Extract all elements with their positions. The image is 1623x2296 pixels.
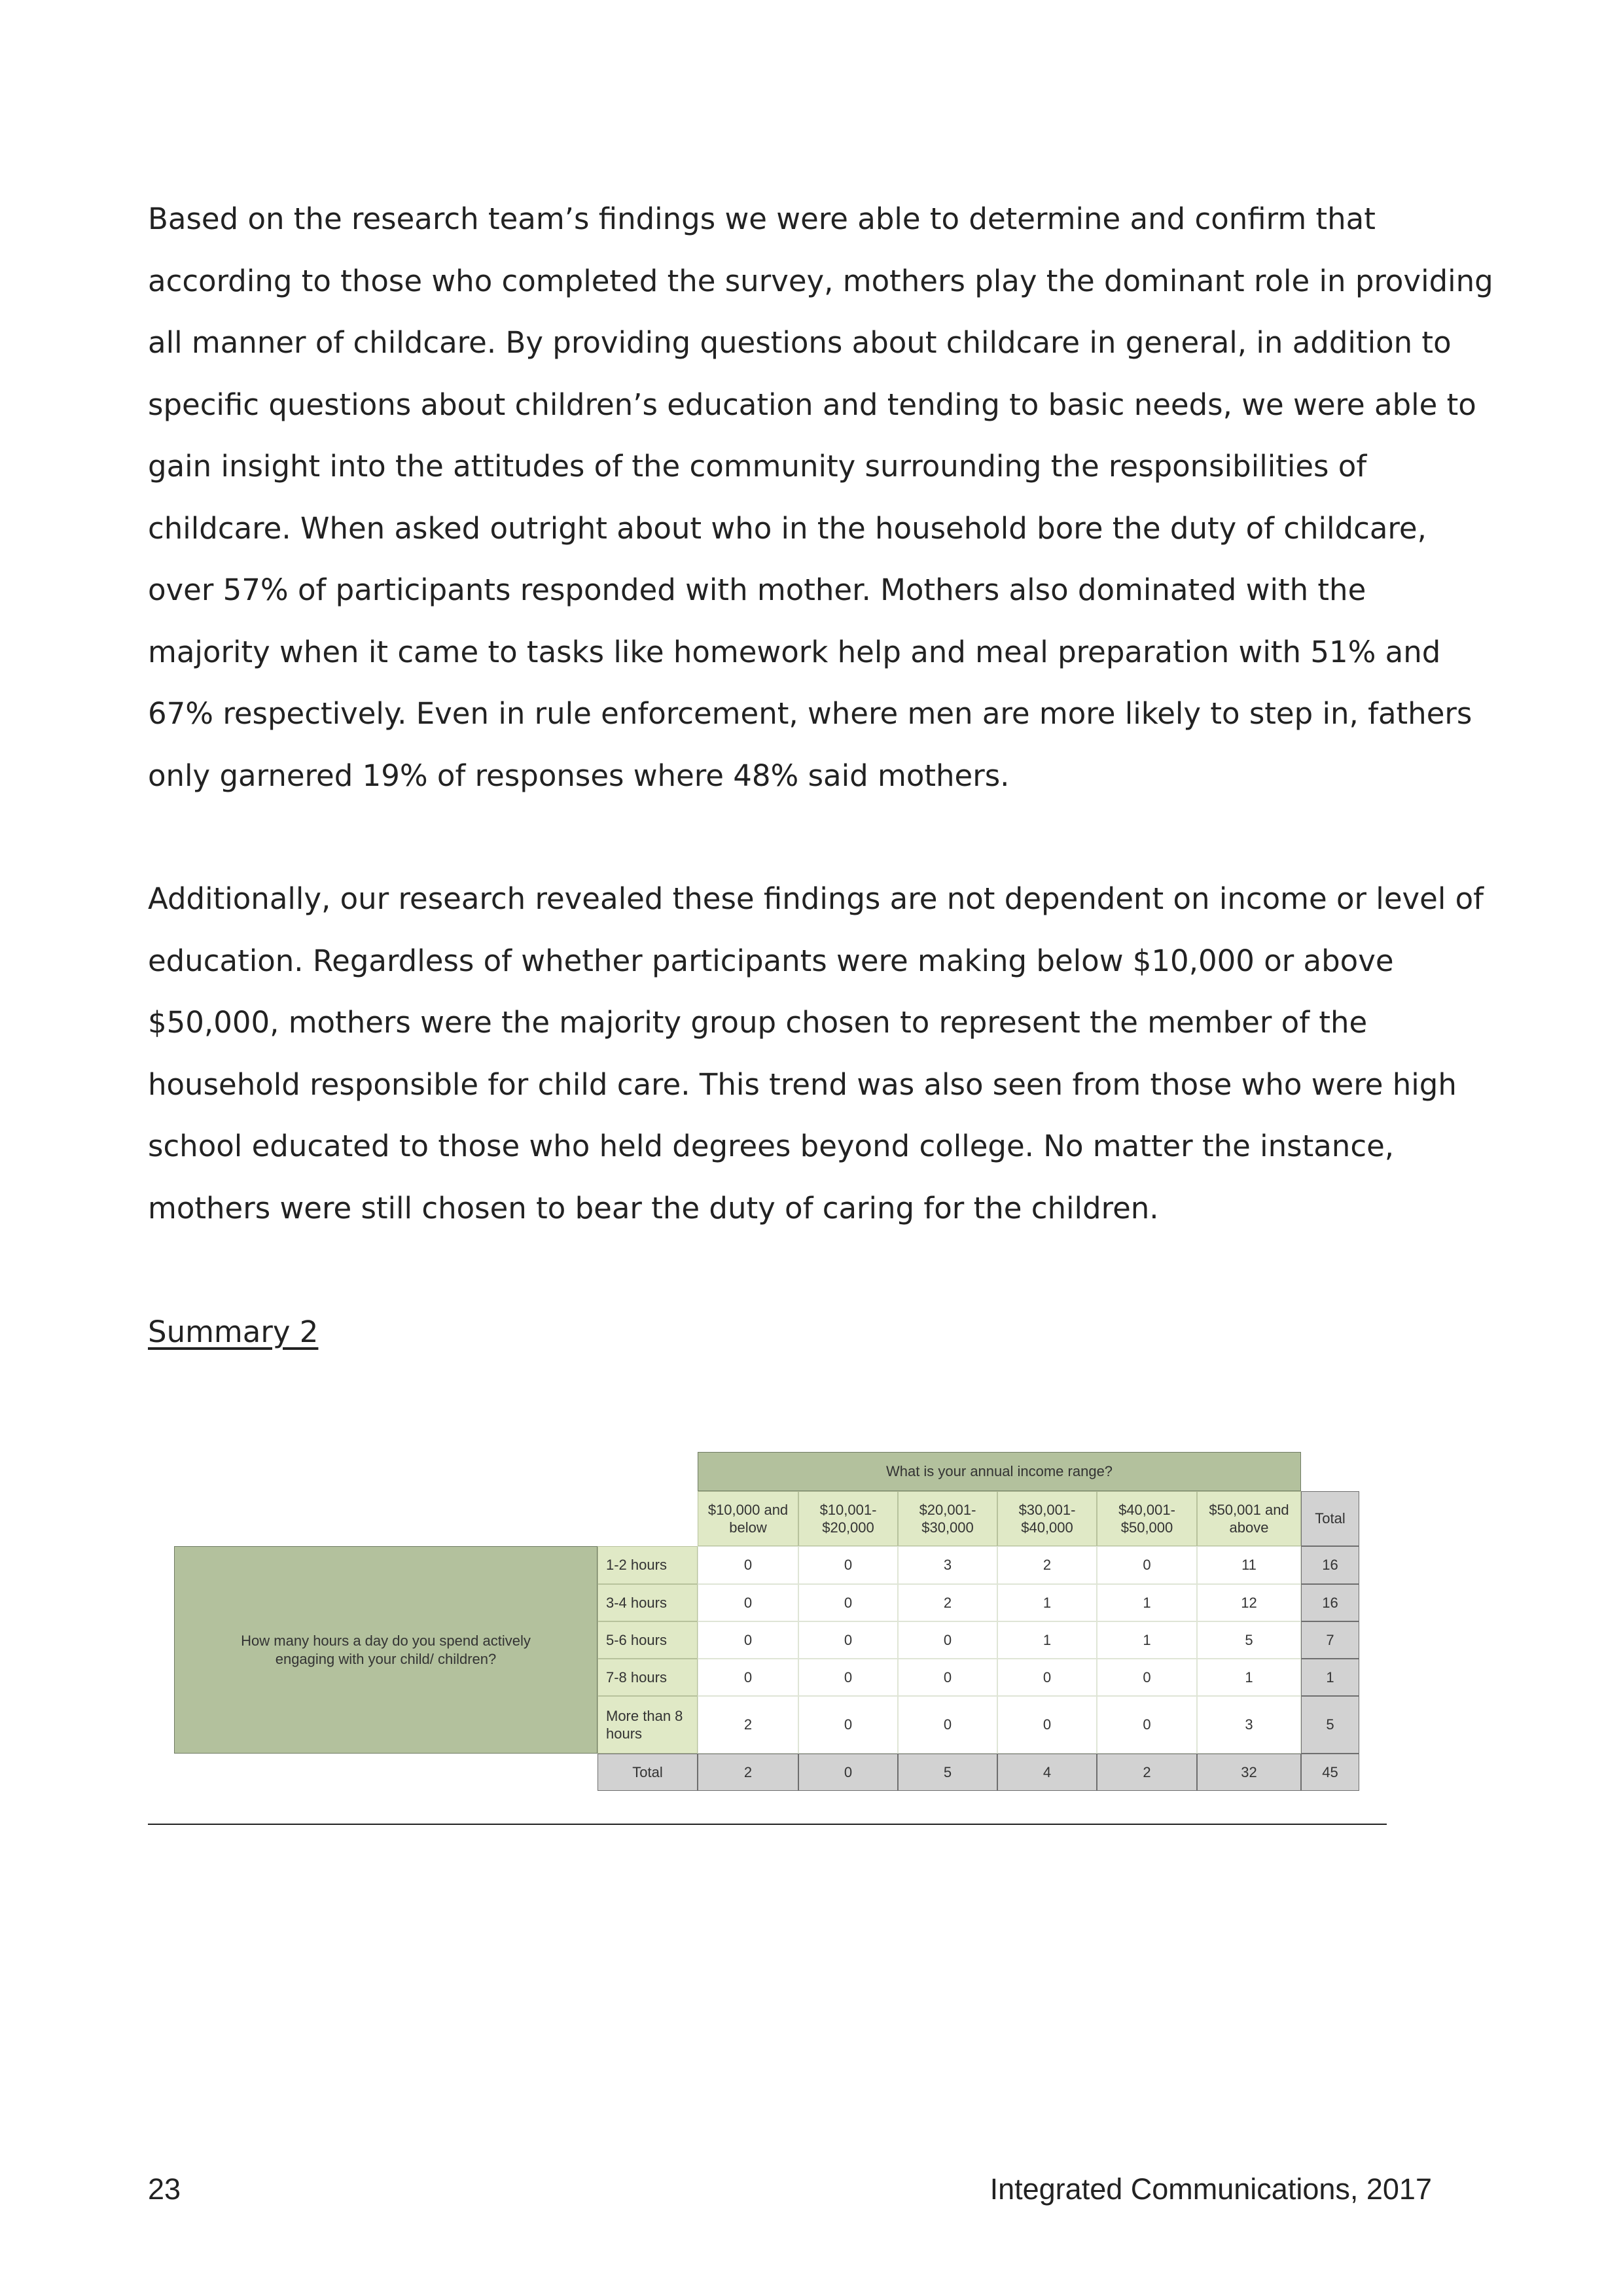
table-cell: 0 — [1097, 1696, 1197, 1754]
table-title: What is your annual income range? — [698, 1452, 1301, 1491]
page-number: 23 — [148, 2172, 181, 2206]
total-row-cell: 32 — [1197, 1754, 1301, 1791]
table-cell: 0 — [698, 1621, 798, 1659]
summary-heading: Summary 2 — [148, 1315, 319, 1349]
row-label: 3-4 hours — [597, 1584, 698, 1621]
table-cell: 0 — [898, 1659, 997, 1696]
footer-publication: Integrated Communications, 2017 — [990, 2172, 1432, 2206]
table-cell: 2 — [898, 1584, 997, 1621]
table-cell: 1 — [1097, 1621, 1197, 1659]
row-total-cell: 16 — [1301, 1584, 1359, 1621]
column-header-total: Total — [1301, 1491, 1359, 1546]
row-question: How many hours a day do you spend actively engaging with your child/ children? — [174, 1546, 597, 1754]
table-cell: 5 — [1197, 1621, 1301, 1659]
table-cell: 2 — [698, 1696, 798, 1754]
table-cell: 3 — [898, 1546, 997, 1584]
table-cell: 0 — [1097, 1546, 1197, 1584]
table-cell: 0 — [898, 1621, 997, 1659]
column-header: $30,001- $40,000 — [997, 1491, 1097, 1546]
total-row-cell: 4 — [997, 1754, 1097, 1791]
row-label: 5-6 hours — [597, 1621, 698, 1659]
table-cell: 1 — [997, 1621, 1097, 1659]
table-cell: 0 — [798, 1621, 898, 1659]
table-cell: 0 — [997, 1659, 1097, 1696]
column-header: $20,001- $30,000 — [898, 1491, 997, 1546]
column-header: $50,001 and above — [1197, 1491, 1301, 1546]
row-label: More than 8 hours — [597, 1696, 698, 1754]
row-total-cell: 16 — [1301, 1546, 1359, 1584]
column-header: $10,000 and below — [698, 1491, 798, 1546]
row-total-cell: 1 — [1301, 1659, 1359, 1696]
total-row-cell: 2 — [698, 1754, 798, 1791]
body-paragraph-1: Based on the research team’s findings we were able to determine and confirm that according to those who completed the survey, mothers play the dominant role in providing all manner of childcare. By providing questions about childcare in general, in addition to specific questions about children’s education and tending to basic needs, we were able to gain insight into the attitudes of the community surrounding the responsibilities of childcare. When asked outright about who in the household bore the duty of childcare, over 57% of participants responded with mother. Mothers also dominated with the majority when it came to tasks like homework help and meal preparation with 51% and 67% respectively. Even in rule enforcement, where men are more likely to step in, fathers only garnered 19% of responses where 48% said mothers. — [148, 202, 1493, 793]
table-cell: 12 — [1197, 1584, 1301, 1621]
table-cell: 11 — [1197, 1546, 1301, 1584]
horizontal-rule — [148, 1824, 1387, 1825]
row-total-cell: 7 — [1301, 1621, 1359, 1659]
table-cell: 0 — [798, 1584, 898, 1621]
table-cell: 3 — [1197, 1696, 1301, 1754]
total-row-cell: 5 — [898, 1754, 997, 1791]
table-cell: 0 — [798, 1696, 898, 1754]
table-cell: 2 — [997, 1546, 1097, 1584]
body-paragraph-2: Additionally, our research revealed these findings are not dependent on income or level of education. Regardless of whether participants were making below $10,000 or above $50,000, mothers were the majority group chosen to represent the member of the household responsible for child care. This trend was also seen from those who were high school educated to those who held degrees beyond college. No matter the instance, mothers were still chosen to bear the duty of caring for the children. — [148, 881, 1484, 1226]
row-total-cell: 5 — [1301, 1696, 1359, 1754]
column-header: $40,001- $50,000 — [1097, 1491, 1197, 1546]
table-cell: 1 — [1197, 1659, 1301, 1696]
row-label: 7-8 hours — [597, 1659, 698, 1696]
table-cell: 0 — [698, 1659, 798, 1696]
total-row-cell: 2 — [1097, 1754, 1197, 1791]
total-row-label: Total — [597, 1754, 698, 1791]
table-cell: 1 — [1097, 1584, 1197, 1621]
table-cell: 0 — [997, 1696, 1097, 1754]
table-cell: 0 — [798, 1659, 898, 1696]
column-header: $10,001- $20,000 — [798, 1491, 898, 1546]
total-row-cell: 0 — [798, 1754, 898, 1791]
table-cell: 1 — [997, 1584, 1097, 1621]
table-cell: 0 — [798, 1546, 898, 1584]
table-cell: 0 — [698, 1584, 798, 1621]
total-row-cell: 45 — [1301, 1754, 1359, 1791]
table-cell: 0 — [898, 1696, 997, 1754]
table-cell: 0 — [698, 1546, 798, 1584]
table-cell: 0 — [1097, 1659, 1197, 1696]
row-label: 1-2 hours — [597, 1546, 698, 1584]
